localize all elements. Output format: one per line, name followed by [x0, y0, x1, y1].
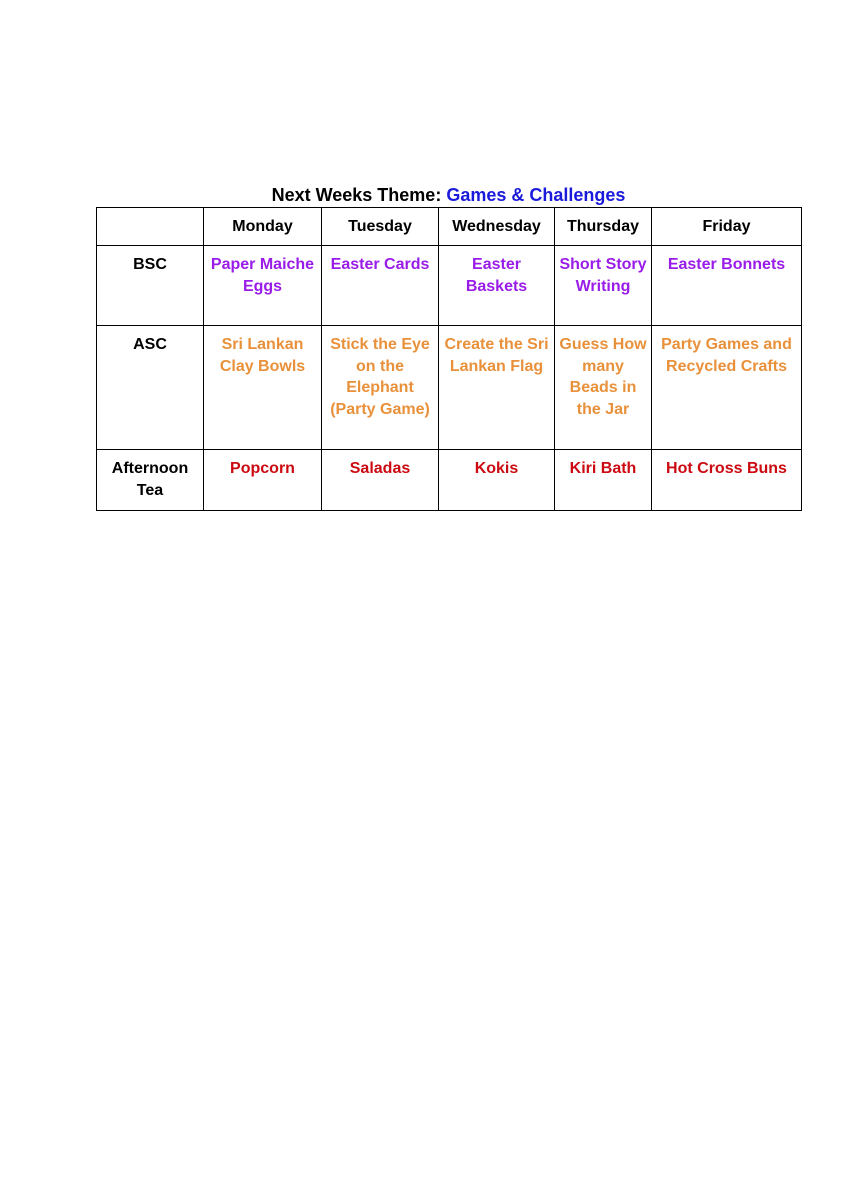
day-header-thursday: Thursday — [555, 208, 652, 246]
asc-wednesday-cell: Create the Sri Lankan Flag — [439, 326, 555, 450]
title-prefix: Next Weeks Theme: — [271, 185, 442, 205]
table-row-asc — [97, 326, 802, 450]
tea-friday-cell: Hot Cross Buns — [652, 450, 802, 511]
page-title — [96, 184, 801, 206]
table-header-row — [97, 208, 802, 246]
row-label-afternoon-tea: Afternoon Tea — [97, 450, 204, 511]
day-header-tuesday: Tuesday — [322, 208, 439, 246]
asc-thursday-cell: Guess How many Beads in the Jar — [555, 326, 652, 450]
asc-monday-cell: Sri Lankan Clay Bowls — [204, 326, 322, 450]
tea-tuesday-cell: Saladas — [322, 450, 439, 511]
day-header-friday: Friday — [652, 208, 802, 246]
bsc-wednesday-cell: Easter Baskets — [439, 246, 555, 326]
day-header-monday: Monday — [204, 208, 322, 246]
bsc-monday-cell: Paper Maiche Eggs — [204, 246, 322, 326]
asc-tuesday-cell: Stick the Eye on the Elephant (Party Game) — [322, 326, 439, 450]
asc-friday-cell: Party Games and Recycled Crafts — [652, 326, 802, 450]
corner-cell — [97, 208, 204, 246]
row-label-bsc: BSC — [97, 246, 204, 326]
bsc-tuesday-cell: Easter Cards — [322, 246, 439, 326]
bsc-friday-cell: Easter Bonnets — [652, 246, 802, 326]
row-label-asc: ASC — [97, 326, 204, 450]
tea-monday-cell: Popcorn — [204, 450, 322, 511]
weekly-schedule-table — [96, 207, 802, 511]
day-header-wednesday: Wednesday — [439, 208, 555, 246]
tea-wednesday-cell: Kokis — [439, 450, 555, 511]
table-row-bsc — [97, 246, 802, 326]
table-row-afternoon-tea — [97, 450, 802, 511]
theme-name: Games & Challenges — [446, 185, 626, 205]
bsc-thursday-cell: Short Story Writing — [555, 246, 652, 326]
tea-thursday-cell: Kiri Bath — [555, 450, 652, 511]
